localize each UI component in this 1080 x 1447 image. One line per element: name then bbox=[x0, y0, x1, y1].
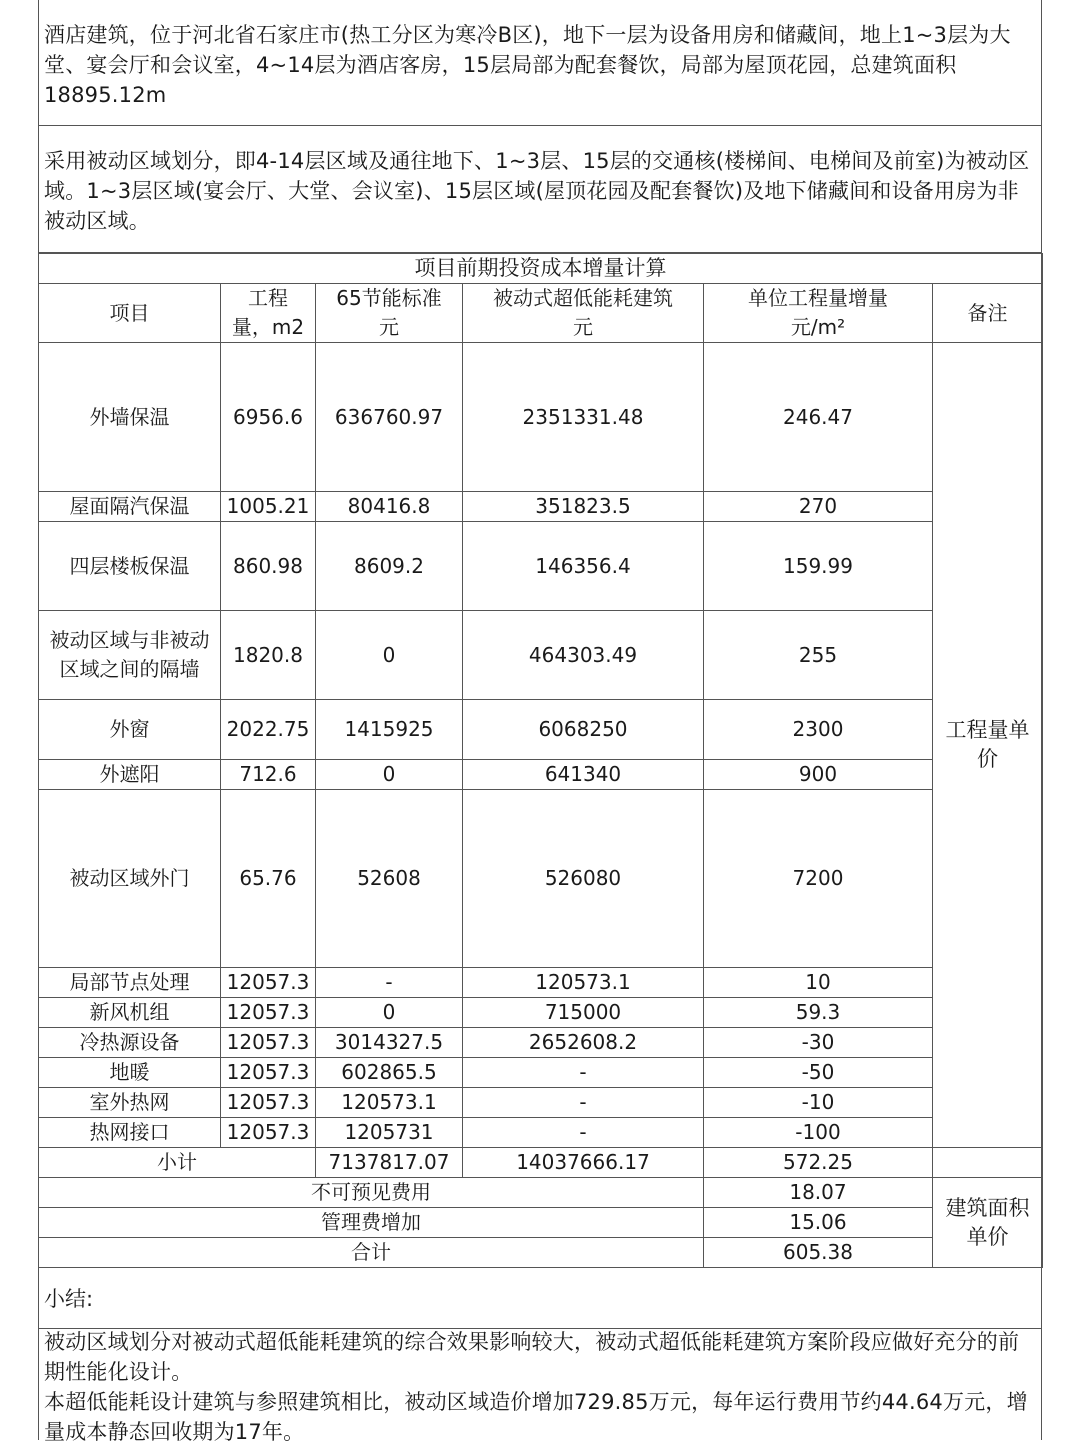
cell-qty: 860.98 bbox=[221, 522, 316, 611]
cell-qty: 712.6 bbox=[221, 760, 316, 790]
zoning-description: 采用被动区域划分，即4-14层区域及通往地下、1~3层、15层的交通核(楼梯间、电梯间及前室)为被动区域。1~3层区域(宴会厅、大堂、会议室)、15层区域(屋顶花园及配套餐饮)及地下储藏间和设备用房为非被动区域。 bbox=[44, 149, 1030, 233]
cell-item: 屋面隔汽保温 bbox=[39, 492, 221, 522]
header-note: 备注 bbox=[933, 284, 1043, 343]
cell-passive: - bbox=[463, 1088, 704, 1118]
cell-item: 外墙保温 bbox=[39, 343, 221, 492]
cell-passive: 526080 bbox=[463, 790, 704, 968]
total-unit: 605.38 bbox=[704, 1238, 933, 1268]
cell-unit: 900 bbox=[704, 760, 933, 790]
header-item: 项目 bbox=[39, 284, 221, 343]
total-row bbox=[39, 1238, 1043, 1268]
header-65-standard: 65节能标准 元 bbox=[316, 284, 463, 343]
table-row bbox=[39, 760, 1043, 790]
cell-qty: 2022.75 bbox=[221, 700, 316, 760]
cell-item: 冷热源设备 bbox=[39, 1028, 221, 1058]
table-row bbox=[39, 522, 1043, 611]
table-row bbox=[39, 700, 1043, 760]
cell-passive: 146356.4 bbox=[463, 522, 704, 611]
cell-item: 外窗 bbox=[39, 700, 221, 760]
table-row bbox=[39, 998, 1043, 1028]
cell-item: 被动区域与非被动区域之间的隔墙 bbox=[39, 611, 221, 700]
cell-qty: 1820.8 bbox=[221, 611, 316, 700]
table-row bbox=[39, 1058, 1043, 1088]
cell-unit: 270 bbox=[704, 492, 933, 522]
management-unit: 15.06 bbox=[704, 1208, 933, 1238]
cell-std65: 120573.1 bbox=[316, 1088, 463, 1118]
table-row bbox=[39, 1028, 1043, 1058]
cell-unit: 10 bbox=[704, 968, 933, 998]
subtotal-unit: 572.25 bbox=[704, 1148, 933, 1178]
cell-std65: 0 bbox=[316, 611, 463, 700]
summary-label: 小结: bbox=[44, 1287, 94, 1311]
cell-std65: 0 bbox=[316, 760, 463, 790]
header-quantity: 工程 量，m2 bbox=[221, 284, 316, 343]
cell-std65: 52608 bbox=[316, 790, 463, 968]
cell-item: 局部节点处理 bbox=[39, 968, 221, 998]
cell-item: 新风机组 bbox=[39, 998, 221, 1028]
note-unit-price: 工程量单价 bbox=[933, 343, 1043, 1148]
cell-qty: 65.76 bbox=[221, 790, 316, 968]
cell-unit: 255 bbox=[704, 611, 933, 700]
header-passive: 被动式超低能耗建筑 元 bbox=[463, 284, 704, 343]
contingency-unit: 18.07 bbox=[704, 1178, 933, 1208]
subtotal-passive: 14037666.17 bbox=[463, 1148, 704, 1178]
table-row bbox=[39, 1118, 1043, 1148]
subtotal-note bbox=[933, 1148, 1043, 1178]
cell-std65: 80416.8 bbox=[316, 492, 463, 522]
cell-passive: 351823.5 bbox=[463, 492, 704, 522]
table-row bbox=[39, 611, 1043, 700]
divider bbox=[38, 125, 1042, 126]
cell-unit: -10 bbox=[704, 1088, 933, 1118]
cell-passive: 2351331.48 bbox=[463, 343, 704, 492]
cost-table bbox=[38, 253, 1043, 1268]
table-title: 项目前期投资成本增量计算 bbox=[39, 254, 1043, 284]
contingency-label: 不可预见费用 bbox=[39, 1178, 704, 1208]
cell-qty: 1005.21 bbox=[221, 492, 316, 522]
cell-qty: 12057.3 bbox=[221, 1118, 316, 1148]
cell-qty: 12057.3 bbox=[221, 1028, 316, 1058]
cell-qty: 12057.3 bbox=[221, 1088, 316, 1118]
cell-item: 室外热网 bbox=[39, 1088, 221, 1118]
subtotal-row bbox=[39, 1148, 1043, 1178]
cell-qty: 12057.3 bbox=[221, 1058, 316, 1088]
cell-passive: - bbox=[463, 1118, 704, 1148]
cell-std65: 1205731 bbox=[316, 1118, 463, 1148]
table-row bbox=[39, 1088, 1043, 1118]
cell-passive: 2652608.2 bbox=[463, 1028, 704, 1058]
contingency-row bbox=[39, 1178, 1043, 1208]
cell-unit: 159.99 bbox=[704, 522, 933, 611]
cell-unit: -30 bbox=[704, 1028, 933, 1058]
cell-std65: 3014327.5 bbox=[316, 1028, 463, 1058]
cell-unit: 7200 bbox=[704, 790, 933, 968]
cell-passive: 6068250 bbox=[463, 700, 704, 760]
project-description: 酒店建筑，位于河北省石家庄市(热工分区为寒冷B区)，地下一层为设备用房和储藏间，地上1~3层为大堂、宴会厅和会议室，4~14层为酒店客房，15层局部为配套餐饮，局部为屋顶花园，总建筑面积18895.12m bbox=[44, 23, 1011, 107]
cell-unit: 2300 bbox=[704, 700, 933, 760]
cell-unit: 59.3 bbox=[704, 998, 933, 1028]
cell-unit: -50 bbox=[704, 1058, 933, 1088]
table-row bbox=[39, 492, 1043, 522]
cell-std65: 0 bbox=[316, 998, 463, 1028]
cell-qty: 6956.6 bbox=[221, 343, 316, 492]
cell-passive: 120573.1 bbox=[463, 968, 704, 998]
cell-std65: 602865.5 bbox=[316, 1058, 463, 1088]
note-area-price: 建筑面积单价 bbox=[933, 1178, 1043, 1268]
cell-std65: 1415925 bbox=[316, 700, 463, 760]
table-row bbox=[39, 790, 1043, 968]
cell-std65: - bbox=[316, 968, 463, 998]
management-row bbox=[39, 1208, 1043, 1238]
cell-passive: 715000 bbox=[463, 998, 704, 1028]
table-row bbox=[39, 968, 1043, 998]
header-unit-increment: 单位工程量增量 元/m² bbox=[704, 284, 933, 343]
cell-item: 四层楼板保温 bbox=[39, 522, 221, 611]
cell-item: 地暖 bbox=[39, 1058, 221, 1088]
cell-item: 热网接口 bbox=[39, 1118, 221, 1148]
cell-qty: 12057.3 bbox=[221, 968, 316, 998]
subtotal-std65: 7137817.07 bbox=[316, 1148, 463, 1178]
total-label: 合计 bbox=[39, 1238, 704, 1268]
cell-unit: 246.47 bbox=[704, 343, 933, 492]
cell-passive: 641340 bbox=[463, 760, 704, 790]
cell-std65: 636760.97 bbox=[316, 343, 463, 492]
summary-line-2: 本超低能耗设计建筑与参照建筑相比，被动区域造价增加729.85万元，每年运行费用节约44.64万元，增量成本静态回收期为17年。 bbox=[44, 1390, 1028, 1444]
cell-std65: 8609.2 bbox=[316, 522, 463, 611]
cell-qty: 12057.3 bbox=[221, 998, 316, 1028]
cell-item: 被动区域外门 bbox=[39, 790, 221, 968]
subtotal-label: 小计 bbox=[39, 1148, 316, 1178]
management-label: 管理费增加 bbox=[39, 1208, 704, 1238]
summary-line-1: 被动区域划分对被动式超低能耗建筑的综合效果影响较大，被动式超低能耗建筑方案阶段应做好充分的前期性能化设计。 bbox=[44, 1330, 1020, 1384]
cell-passive: 464303.49 bbox=[463, 611, 704, 700]
cell-passive: - bbox=[463, 1058, 704, 1088]
cell-item: 外遮阳 bbox=[39, 760, 221, 790]
table-row bbox=[39, 343, 1043, 492]
cell-unit: -100 bbox=[704, 1118, 933, 1148]
